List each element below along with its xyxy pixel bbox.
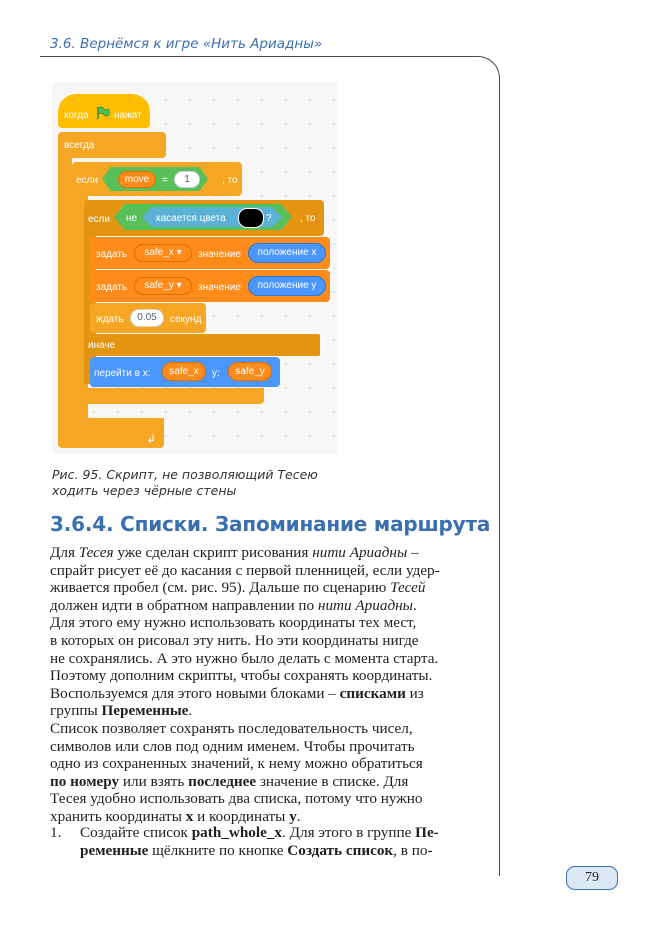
- running-head: 3.6. Вернёмся к игре «Нить Ариадны»: [50, 36, 323, 52]
- loop-arrow-icon: ↲: [146, 432, 157, 446]
- scratch-script-figure: [52, 82, 338, 454]
- section-heading: 3.6.4. Списки. Запоминание маршрута: [50, 512, 491, 536]
- safe-x-dropdown: safe_x ▾: [134, 244, 192, 262]
- x-position-reporter: положение x: [248, 243, 326, 263]
- safe-y-reporter: safe_y: [228, 362, 272, 381]
- seconds-label: секунд: [170, 314, 202, 325]
- set-label-y: задать: [96, 282, 128, 293]
- list-item-number: 1.: [50, 824, 62, 841]
- if-label: если: [76, 175, 98, 186]
- green-flag-icon: [96, 106, 110, 125]
- go-to-label: перейти в x:: [94, 368, 151, 379]
- list-item: Создайте список path_whole_x. Для этого в группе Пе- ременные щёлкните по кнопке Создать список, в по-: [80, 824, 439, 859]
- clicked-label: нажат: [114, 110, 142, 121]
- chevron-down-icon: ▾: [176, 280, 182, 291]
- black-color-swatch: [238, 208, 264, 228]
- page-number: 79: [566, 866, 618, 890]
- to-value-label-y: значение: [198, 282, 241, 293]
- paragraph-2: Список позволяет сохранять последовательность чисел, символов или слов под одним именем. Чтобы прочитать одно из сохраненных значений, к нему можно обратиться по номеру или взять последнее значение в списке. Для Тесея удобно использовать два списка, потому что нужно хранить координаты x и координаты y.: [50, 720, 423, 825]
- move-variable: move: [118, 171, 156, 188]
- safe-y-dropdown: safe_y ▾: [134, 277, 192, 295]
- forever-label: всегда: [64, 140, 95, 151]
- if-label-inner: если: [88, 214, 110, 225]
- wait-label: ждать: [96, 314, 124, 325]
- then-label-inner: , то: [300, 213, 316, 224]
- equals-sign: =: [162, 175, 168, 186]
- set-label-x: задать: [96, 249, 128, 260]
- figure-caption: Рис. 95. Скрипт, не позволяющий Тесею ходить через чёрные стены: [52, 467, 318, 498]
- value-one: 1: [174, 171, 200, 188]
- paragraph-1: Для Тесея уже сделан скрипт рисования нити Ариадны – спрайт рисует её до касания с первой пленницей, если удер- живается пробел (см. рис. 95). Дальше по сценарию Тесей должен идти в обратном направлении по нити Ариадны. Для этого ему нужно использовать координаты тех мест, в которых он рисовал эту нить. Но эти координаты нигде не сохранялись. А это нужно было делать с момента старта. Поэтому дополним скрипты, чтобы сохранять координаты. Воспользуемся для этого новыми блоками – списками из группы Переменные.: [50, 544, 440, 720]
- else-label: иначе: [88, 340, 116, 351]
- to-value-label-x: значение: [198, 249, 241, 260]
- wait-value: 0.05: [130, 309, 164, 327]
- y-position-reporter: положение y: [248, 276, 326, 296]
- when-label: когда: [64, 110, 89, 121]
- safe-x-reporter: safe_x: [162, 362, 206, 381]
- question-mark: ?: [266, 213, 272, 224]
- y-label: y:: [212, 368, 220, 379]
- touching-color-label: касается цвета: [156, 213, 226, 224]
- else-section: [84, 334, 320, 356]
- not-label: не: [126, 213, 138, 224]
- then-label: , то: [222, 175, 238, 186]
- chevron-down-icon: ▾: [176, 247, 182, 258]
